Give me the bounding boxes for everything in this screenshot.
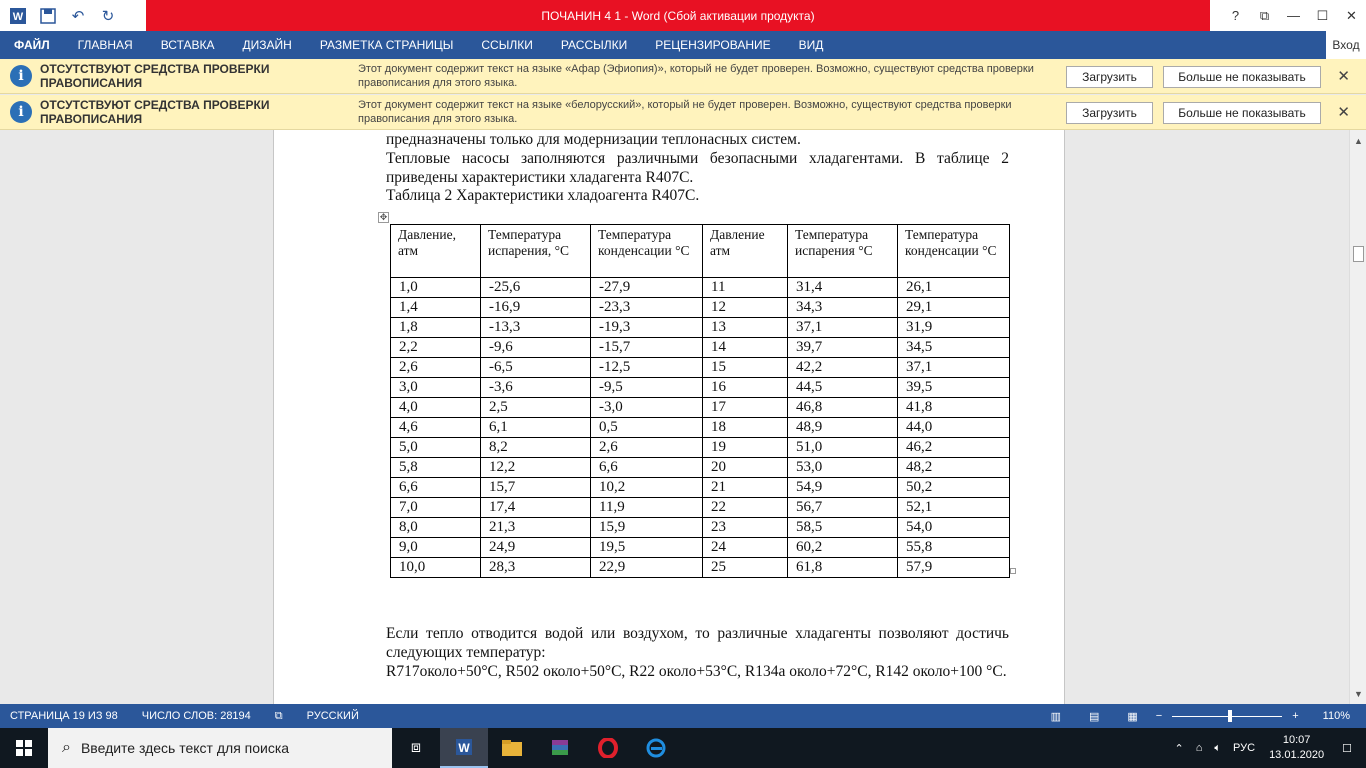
taskbar-search-box[interactable] xyxy=(48,728,392,768)
table-cell: 23 xyxy=(703,518,788,538)
table-row xyxy=(391,538,1010,558)
table-cell: 5,0 xyxy=(391,438,481,458)
table-cell: 12 xyxy=(703,298,788,318)
table-cell: 3,0 xyxy=(391,378,481,398)
table-cell: 46,2 xyxy=(898,438,1010,458)
help-button[interactable]: ? xyxy=(1231,8,1240,23)
notifications-icon[interactable]: ☐ xyxy=(1342,742,1352,755)
table-row xyxy=(391,478,1010,498)
table-cell: 55,8 xyxy=(898,538,1010,558)
table-cell: 25 xyxy=(703,558,788,578)
table-cell: 6,6 xyxy=(391,478,481,498)
maximize-button[interactable]: ☐ xyxy=(1316,7,1329,23)
table-cell: 26,1 xyxy=(898,278,1010,298)
table-header-cell: Температура испарения °С xyxy=(788,225,898,278)
table-cell: 60,2 xyxy=(788,538,898,558)
table-cell: 34,3 xyxy=(788,298,898,318)
table-cell: -9,6 xyxy=(481,338,591,358)
ribbon-tabs xyxy=(0,31,1366,59)
paragraph: Тепловые насосы заполняются различными безопасными хладагентами. В таблице 2 приведены характеристики хладагента R407C. xyxy=(386,150,1009,186)
svg-text:W: W xyxy=(12,10,24,23)
table-row xyxy=(391,418,1010,438)
table-cell: 4,6 xyxy=(391,418,481,438)
document-page[interactable] xyxy=(273,130,1065,704)
table-cell: 10,0 xyxy=(391,558,481,578)
keyboard-language[interactable]: РУС xyxy=(1233,742,1256,754)
title-bar xyxy=(0,0,1366,31)
table-cell: 6,1 xyxy=(481,418,591,438)
paragraph: Если тепло отводится водой или воздухом, то различные хладагенты позволяют достичь следующих температур: xyxy=(386,625,1009,661)
table-cell: 2,5 xyxy=(481,398,591,418)
windows-start-icon[interactable] xyxy=(0,728,48,768)
window-title: ПОЧАНИН 4 1 - Word (Сбой активации продукта) xyxy=(146,0,1210,31)
document-area[interactable] xyxy=(0,130,1366,704)
table-cell: 52,1 xyxy=(898,498,1010,518)
vertical-scrollbar[interactable] xyxy=(1349,130,1366,704)
ribbon-display-button[interactable]: ⧉ xyxy=(1259,7,1270,23)
zoom-slider-thumb[interactable] xyxy=(1228,710,1232,722)
table-cell: 2,6 xyxy=(391,358,481,378)
table-cell: 10,2 xyxy=(591,478,703,498)
table-row xyxy=(391,298,1010,318)
undo-icon[interactable]: ↶ xyxy=(71,7,85,25)
table-cell: 37,1 xyxy=(788,318,898,338)
table-cell: 8,2 xyxy=(481,438,591,458)
load-button[interactable]: Загрузить xyxy=(1066,66,1153,88)
table-cell: 50,2 xyxy=(898,478,1010,498)
file-explorer-icon[interactable] xyxy=(488,728,536,768)
read-mode-icon[interactable]: ▥ xyxy=(1050,710,1061,723)
table-row xyxy=(391,278,1010,298)
table-cell: 39,5 xyxy=(898,378,1010,398)
search-icon: ⌕ xyxy=(62,739,71,756)
table-cell: 44,0 xyxy=(898,418,1010,438)
tab-home[interactable]: ГЛАВНАЯ xyxy=(77,38,133,52)
table-cell: 37,1 xyxy=(898,358,1010,378)
load-button[interactable]: Загрузить xyxy=(1066,102,1153,124)
table-cell: 9,0 xyxy=(391,538,481,558)
table-cell: 42,2 xyxy=(788,358,898,378)
edge-icon[interactable] xyxy=(632,728,680,768)
status-bar xyxy=(0,704,1366,728)
system-tray xyxy=(1169,728,1366,768)
paragraph: R717около+50°С, R502 около+50°С, R22 около+53°С, R134a около+72°С, R142 около+100 °С. xyxy=(386,663,1007,680)
close-icon[interactable]: ✕ xyxy=(1337,104,1350,121)
table-cell: 21 xyxy=(703,478,788,498)
table-cell: 4,0 xyxy=(391,398,481,418)
table-cell: 0,5 xyxy=(591,418,703,438)
window-controls xyxy=(1221,0,1366,31)
close-icon[interactable]: ✕ xyxy=(1337,68,1350,85)
table-cell: 12,2 xyxy=(481,458,591,478)
table-cell: 48,9 xyxy=(788,418,898,438)
table-cell: -25,6 xyxy=(481,278,591,298)
language-indicator[interactable]: РУССКИЙ xyxy=(306,710,359,722)
table-cell: 18 xyxy=(703,418,788,438)
proofing-icon[interactable]: ⧉ xyxy=(274,709,283,722)
table-cell: 31,9 xyxy=(898,318,1010,338)
scroll-up-icon[interactable]: ▲ xyxy=(1354,135,1363,146)
table-cell: 19,5 xyxy=(591,538,703,558)
table-row xyxy=(391,318,1010,338)
table-cell: 8,0 xyxy=(391,518,481,538)
sign-in-link[interactable]: Вход xyxy=(1326,31,1366,59)
taskbar xyxy=(0,728,1366,768)
table-caption: Таблица 2 Характеристики хладоагента R407C. xyxy=(386,187,700,204)
table-cell: 16 xyxy=(703,378,788,398)
task-view-icon[interactable]: ⧈ xyxy=(410,739,422,756)
winrar-icon[interactable] xyxy=(536,728,584,768)
table-cell: 54,0 xyxy=(898,518,1010,538)
table-cell: 51,0 xyxy=(788,438,898,458)
tab-design[interactable]: ДИЗАЙН xyxy=(242,38,292,52)
zoom-out-icon[interactable]: − xyxy=(1155,710,1163,722)
table-row xyxy=(391,398,1010,418)
table-header-cell: Давление атм xyxy=(703,225,788,278)
scroll-down-icon[interactable]: ▼ xyxy=(1354,688,1363,699)
table-cell: 46,8 xyxy=(788,398,898,418)
spelling-notice-bar xyxy=(0,59,1366,94)
table-cell: 1,0 xyxy=(391,278,481,298)
table-cell: 24,9 xyxy=(481,538,591,558)
table-row xyxy=(391,338,1010,358)
zoom-level[interactable]: 110% xyxy=(1322,710,1350,722)
tab-insert[interactable]: ВСТАВКА xyxy=(160,38,215,52)
table-row xyxy=(391,358,1010,378)
tab-view[interactable]: ВИД xyxy=(798,38,824,52)
dont-show-again-button[interactable]: Больше не показывать xyxy=(1163,102,1321,124)
table-cell: 17 xyxy=(703,398,788,418)
table-cell: 14 xyxy=(703,338,788,358)
notice-message: Этот документ содержит текст на языке «белорусский», который не будет проверен. Возможно, существуют средства проверки правописания для этого языка. xyxy=(358,99,1012,125)
table-cell: 57,9 xyxy=(898,558,1010,578)
table-cell: 44,5 xyxy=(788,378,898,398)
table-row xyxy=(391,438,1010,458)
word-app-icon[interactable] xyxy=(440,728,488,768)
table-cell: 13 xyxy=(703,318,788,338)
clock-date: 13.01.2020 xyxy=(1269,749,1325,761)
table-cell: -9,5 xyxy=(591,378,703,398)
word-logo-icon[interactable] xyxy=(6,4,30,28)
web-layout-icon[interactable]: ▦ xyxy=(1127,710,1138,723)
clock[interactable] xyxy=(1269,733,1324,763)
info-icon: i xyxy=(10,65,32,87)
tab-layout[interactable]: РАЗМЕТКА СТРАНИЦЫ xyxy=(319,38,454,52)
view-controls xyxy=(1037,704,1366,728)
table-cell: 39,7 xyxy=(788,338,898,358)
table-move-handle-icon[interactable]: ✥ xyxy=(379,212,388,222)
table-cell: -13,3 xyxy=(481,318,591,338)
table-cell: 24 xyxy=(703,538,788,558)
table-cell: -19,3 xyxy=(591,318,703,338)
chevron-up-icon[interactable]: ⌃ xyxy=(1174,742,1184,755)
table-row xyxy=(391,558,1010,578)
table-cell: 2,2 xyxy=(391,338,481,358)
table-cell: 20 xyxy=(703,458,788,478)
table-cell: 6,6 xyxy=(591,458,703,478)
scroll-thumb[interactable] xyxy=(1353,246,1364,262)
zoom-slider[interactable] xyxy=(1172,716,1282,717)
table-row xyxy=(391,378,1010,398)
table-row xyxy=(391,498,1010,518)
table-cell: 41,8 xyxy=(898,398,1010,418)
zoom-in-icon[interactable]: + xyxy=(1292,710,1299,722)
table-cell: 21,3 xyxy=(481,518,591,538)
spelling-notice-bar xyxy=(0,95,1366,130)
table-cell: 15,9 xyxy=(591,518,703,538)
table-cell: 17,4 xyxy=(481,498,591,518)
notice-message: Этот документ содержит текст на языке «Афар (Эфиопия)», который не будет проверен. Возможно, существуют средства проверки правописания для этого языка. xyxy=(358,63,1034,89)
redo-icon[interactable]: ↻ xyxy=(101,7,115,25)
table-cell: 22 xyxy=(703,498,788,518)
save-icon[interactable] xyxy=(36,4,60,28)
dont-show-again-button[interactable]: Больше не показывать xyxy=(1163,66,1321,88)
table-cell: 56,7 xyxy=(788,498,898,518)
table-cell: 54,9 xyxy=(788,478,898,498)
table-header-cell: Температура конденсации °С xyxy=(898,225,1010,278)
table-cell: -27,9 xyxy=(591,278,703,298)
close-button[interactable]: ✕ xyxy=(1346,7,1357,23)
table-cell: 28,3 xyxy=(481,558,591,578)
table-header-cell: Температура испарения, °С xyxy=(481,225,591,278)
table-cell: 53,0 xyxy=(788,458,898,478)
table-row xyxy=(391,518,1010,538)
table-cell: 11,9 xyxy=(591,498,703,518)
word-count[interactable]: ЧИСЛО СЛОВ: 28194 xyxy=(141,710,251,722)
table-header-cell: Давление, атм xyxy=(391,225,481,278)
tab-review[interactable]: РЕЦЕНЗИРОВАНИЕ xyxy=(655,38,771,52)
table-cell: 61,8 xyxy=(788,558,898,578)
quick-access-toolbar xyxy=(0,0,146,31)
search-placeholder: Введите здесь текст для поиска xyxy=(80,740,290,756)
network-icon[interactable]: ⌂ xyxy=(1195,742,1203,754)
opera-icon[interactable] xyxy=(584,728,632,768)
table-cell: 48,2 xyxy=(898,458,1010,478)
data-table xyxy=(390,224,1010,578)
table-cell: 31,4 xyxy=(788,278,898,298)
table-cell: 5,8 xyxy=(391,458,481,478)
notice-title: ОТСУТСТВУЮТ СРЕДСТВА ПРОВЕРКИ ПРАВОПИСАНИЯ xyxy=(40,62,270,90)
table-cell: 7,0 xyxy=(391,498,481,518)
table-cell: 15 xyxy=(703,358,788,378)
table-header-cell: Температура конденсации °С xyxy=(591,225,703,278)
notice-title: ОТСУТСТВУЮТ СРЕДСТВА ПРОВЕРКИ ПРАВОПИСАНИЯ xyxy=(40,98,270,126)
table-cell: 19 xyxy=(703,438,788,458)
table-resize-handle[interactable] xyxy=(1010,568,1016,574)
print-layout-icon[interactable]: ▤ xyxy=(1088,710,1100,723)
table-cell: 15,7 xyxy=(481,478,591,498)
table-cell: -15,7 xyxy=(591,338,703,358)
info-icon: i xyxy=(10,101,32,123)
tab-mailings[interactable]: РАССЫЛКИ xyxy=(560,38,628,52)
tab-references[interactable]: ССЫЛКИ xyxy=(481,38,533,52)
page-count[interactable]: СТРАНИЦА 19 ИЗ 98 xyxy=(10,710,118,722)
table-cell: 34,5 xyxy=(898,338,1010,358)
svg-text:W: W xyxy=(458,741,470,755)
table-row xyxy=(391,458,1010,478)
table-cell: 11 xyxy=(703,278,788,298)
table-cell: -16,9 xyxy=(481,298,591,318)
table-cell: 29,1 xyxy=(898,298,1010,318)
table-cell: 1,8 xyxy=(391,318,481,338)
table-cell: -23,3 xyxy=(591,298,703,318)
table-cell: -3,6 xyxy=(481,378,591,398)
volume-icon[interactable]: 🔈︎ xyxy=(1214,741,1222,754)
table-cell: -6,5 xyxy=(481,358,591,378)
table-cell: 2,6 xyxy=(591,438,703,458)
table-cell: 58,5 xyxy=(788,518,898,538)
table-cell: 22,9 xyxy=(591,558,703,578)
table-cell: -12,5 xyxy=(591,358,703,378)
table-cell: -3,0 xyxy=(591,398,703,418)
clock-time: 10:07 xyxy=(1282,734,1311,746)
minimize-button[interactable]: — xyxy=(1287,8,1300,23)
table-cell: 1,4 xyxy=(391,298,481,318)
tab-file[interactable]: ФАЙЛ xyxy=(0,31,64,59)
paragraph: предназначены только для модернизации теплонасных систем. xyxy=(386,131,801,148)
